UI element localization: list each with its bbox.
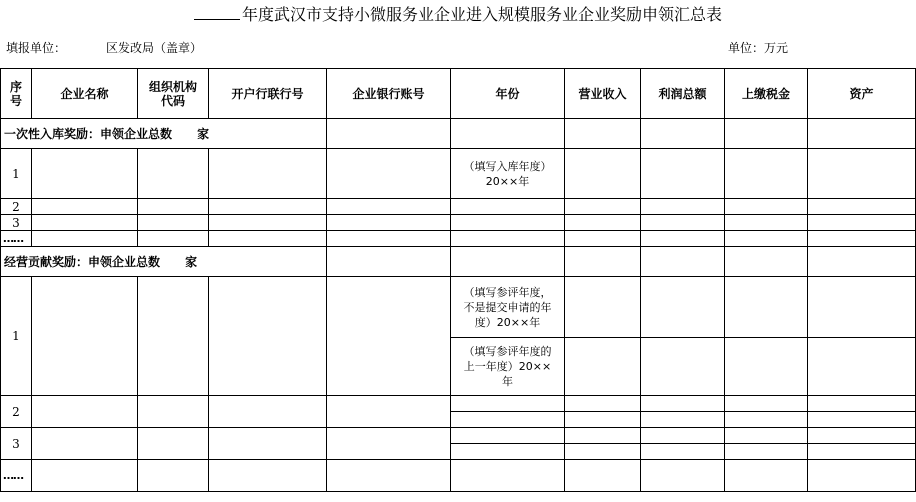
row-seq: 1 — [1, 277, 32, 396]
section2-label: 经营贡献奖励：申领企业总数 家 — [1, 247, 327, 277]
summary-table — [0, 68, 916, 492]
header-profit: 利润总额 — [641, 69, 725, 119]
section1-row — [1, 119, 916, 149]
row-seq: 2 — [1, 396, 32, 428]
row-seq: …… — [1, 231, 32, 247]
header-row — [1, 69, 916, 119]
title-text: 年度武汉市支持小微服务业企业进入规模服务业企业奖励申领汇总表 — [241, 5, 722, 24]
year-note: （填写入库年度） 20××年 — [451, 149, 565, 199]
reporting-unit-label: 填报单位： — [6, 41, 67, 55]
table-row — [1, 215, 916, 231]
title-blank — [194, 3, 240, 20]
header-assets: 资产 — [808, 69, 916, 119]
form-title — [0, 3, 916, 27]
row-seq: 3 — [1, 215, 32, 231]
reporting-unit-value: 区发改局（盖章） — [106, 41, 203, 55]
year-note: （填写参评年度的 上一年度）20×× 年 — [451, 338, 565, 396]
row-seq: 3 — [1, 428, 32, 460]
row-seq: …… — [1, 460, 32, 492]
header-org-code: 组织机构 代码 — [138, 69, 209, 119]
header-tax: 上缴税金 — [725, 69, 808, 119]
header-revenue: 营业收入 — [565, 69, 641, 119]
table-row — [1, 396, 916, 412]
header-bank-code: 开户行联行号 — [209, 69, 327, 119]
currency-unit: 单位：万元 — [728, 41, 789, 55]
table-row — [1, 428, 916, 444]
header-year: 年份 — [451, 69, 565, 119]
table-row — [1, 460, 916, 492]
section1-label: 一次性入库奖励：申领企业总数 家 — [1, 119, 327, 149]
row-seq: 2 — [1, 199, 32, 215]
header-company-name: 企业名称 — [32, 69, 138, 119]
header-account: 企业银行账号 — [327, 69, 451, 119]
reporting-unit — [6, 40, 202, 56]
table-row — [1, 277, 916, 338]
header-seq: 序 号 — [1, 69, 32, 119]
table-row — [1, 199, 916, 215]
row-seq: 1 — [1, 149, 32, 199]
section2-row — [1, 247, 916, 277]
year-note: （填写参评年度， 不是提交申请的年 度）20××年 — [451, 277, 565, 338]
table-row — [1, 149, 916, 199]
table-row — [1, 231, 916, 247]
